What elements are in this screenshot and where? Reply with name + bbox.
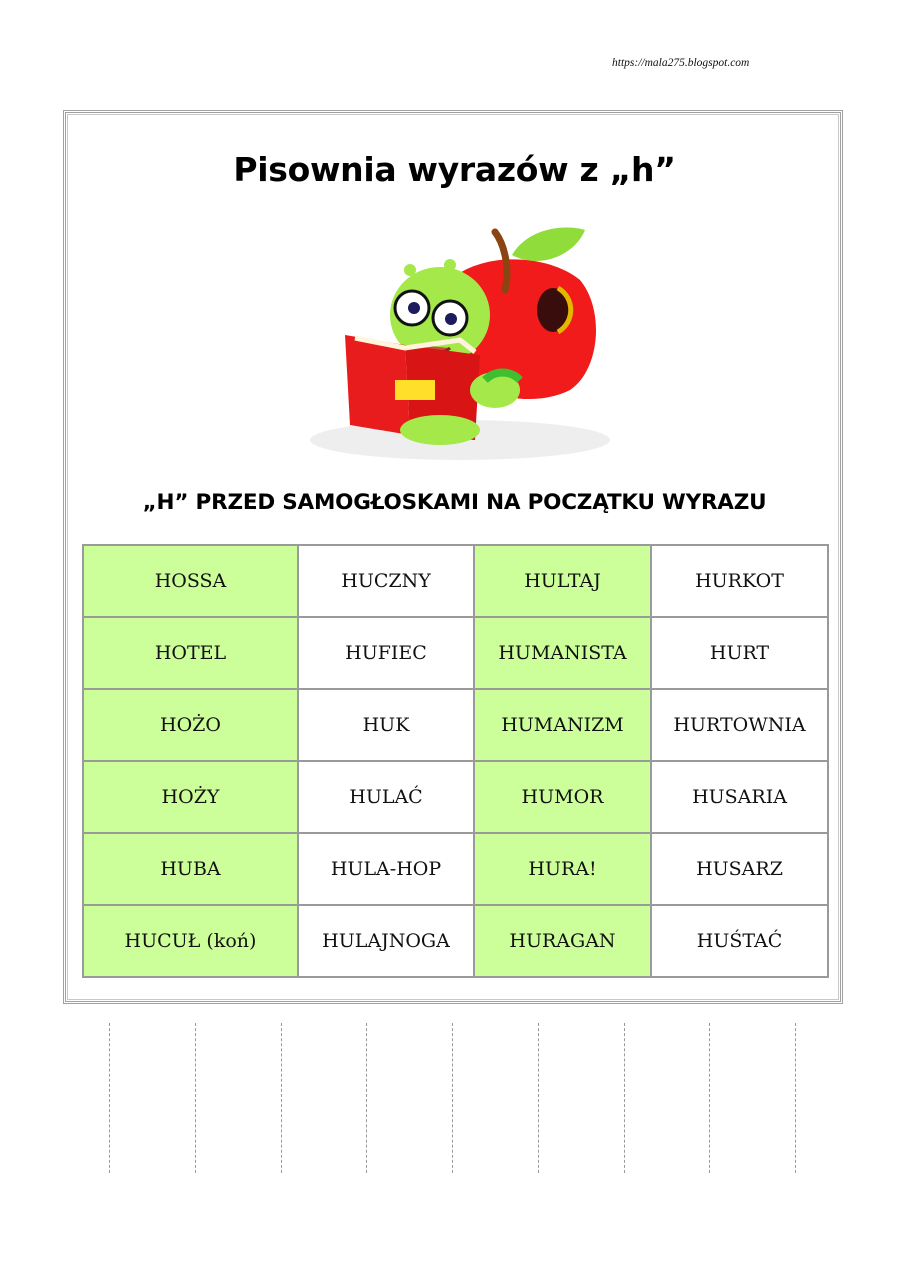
table-row [83,545,828,617]
word-cell: HUCUŁ (koń) [83,905,298,977]
worksheet-subtitle: „H” PRZED SAMOGŁOSKAMI NA POCZĄTKU WYRAZU [142,490,767,515]
word-cell: HUBA [83,833,298,905]
cut-line [452,1023,453,1173]
word-cell: HUK [298,689,474,761]
blog-url: https://mala275.blogspot.com [612,57,750,69]
word-cell: HUMOR [474,761,651,833]
cut-line [195,1023,196,1173]
cut-line [538,1023,539,1173]
word-cell: HULTAJ [474,545,651,617]
word-cell: HOŻY [83,761,298,833]
word-cell: HURAGAN [474,905,651,977]
cut-line [624,1023,625,1173]
cut-line [795,1023,796,1173]
word-cell: HULA-HOP [298,833,474,905]
word-cell: HURA! [474,833,651,905]
word-cell: HOŻO [83,689,298,761]
worksheet-title: Pisownia wyrazów z „h” [233,150,676,189]
word-cell: HUMANIZM [474,689,651,761]
table-row [83,689,828,761]
word-cell: HULAĆ [298,761,474,833]
word-cell: HURKOT [651,545,828,617]
word-cell: HOSSA [83,545,298,617]
word-cell: HUMANISTA [474,617,651,689]
table-row [83,761,828,833]
words-table [82,544,829,978]
word-cell: HURTOWNIA [651,689,828,761]
word-cell: HUSARZ [651,833,828,905]
word-cell: HURT [651,617,828,689]
word-cell: HUŚTAĆ [651,905,828,977]
word-cell: HOTEL [83,617,298,689]
word-cell: HUSARIA [651,761,828,833]
table-row [83,833,828,905]
word-cell: HULAJNOGA [298,905,474,977]
word-cell: HUFIEC [298,617,474,689]
table-row [83,617,828,689]
cut-line [109,1023,110,1173]
bookworm-apple-illustration [300,220,620,470]
word-cell: HUCZNY [298,545,474,617]
cut-line [709,1023,710,1173]
table-row [83,905,828,977]
cut-line [366,1023,367,1173]
cut-line [281,1023,282,1173]
